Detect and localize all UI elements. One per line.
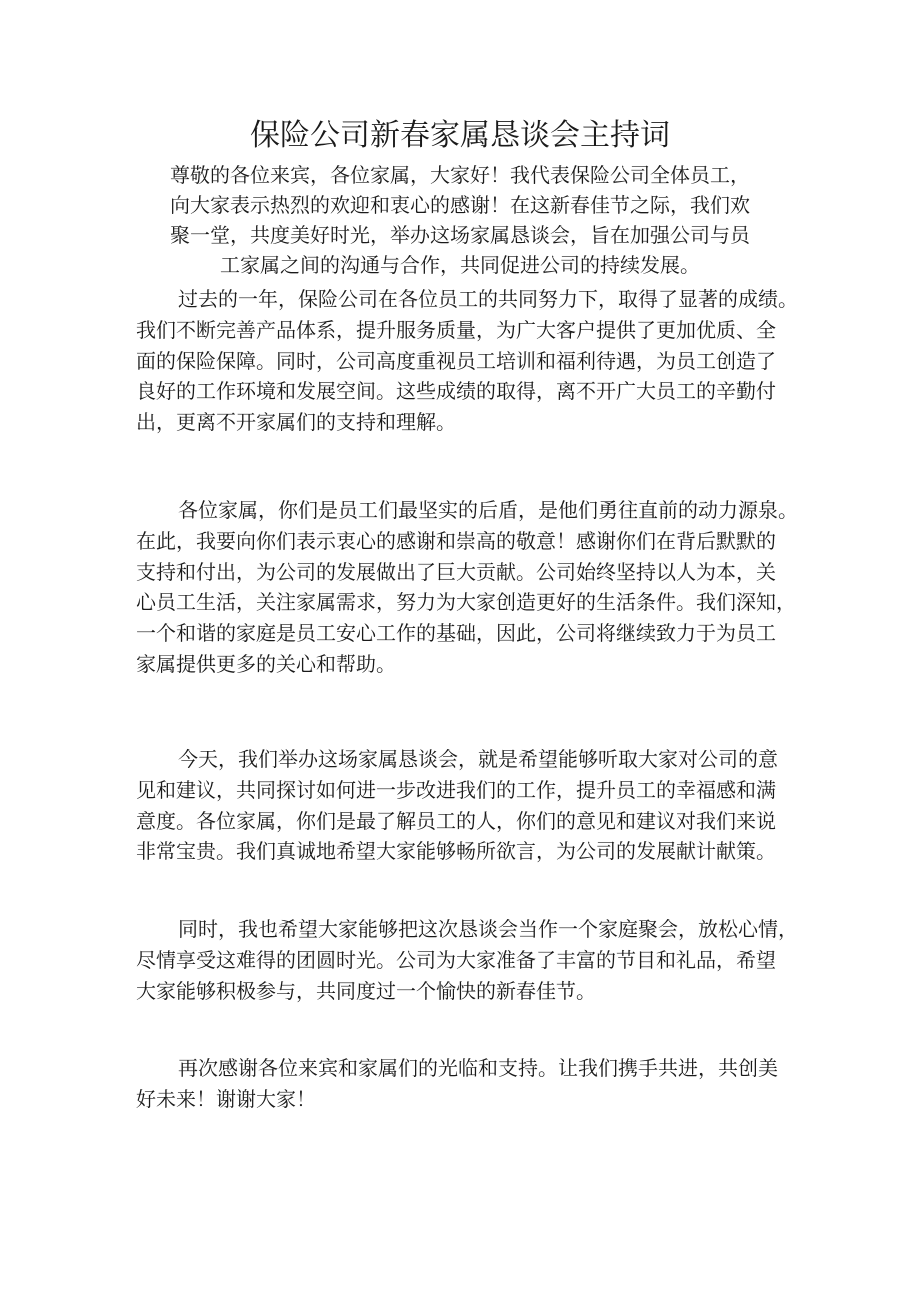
paragraph-line: 家属提供更多的关心和帮助。 [136,651,396,676]
body-paragraph-3 [136,744,786,867]
paragraph-line: 非常宝贵。我们真诚地希望大家能够畅所欲言，为公司的发展献计献策。 [136,839,776,864]
paragraph-line: 见和建议，共同探讨如何进一步改进我们的工作，提升员工的幸福感和满 [136,777,776,802]
paragraph-line: 我们不断完善产品体系，提升服务质量，为广大客户提供了更加优质、全 [136,317,776,342]
body-paragraph-2 [136,495,798,680]
paragraph-line: 心员工生活，关注家属需求，努力为大家创造更好的生活条件。我们深知， [136,590,796,615]
paragraph-line: 大家能够积极参与，共同度过一个愉快的新春佳节。 [136,978,596,1003]
paragraph-line: 各位家属，你们是员工们最坚实的后盾，是他们勇往直前的动力源泉。 [178,498,798,522]
body-paragraph-1 [136,284,798,438]
paragraph-line: 一个和谐的家庭是员工安心工作的基础，因此，公司将继续致力于为员工 [136,621,776,646]
paragraph-line: 过去的一年，保险公司在各位员工的共同努力下，取得了显著的成绩。 [178,287,798,311]
body-paragraph-4 [136,914,798,1006]
document-title: 保险公司新春家属恳谈会主持词 [250,118,670,153]
intro-line: 向大家表示热烈的欢迎和衷心的感谢！在这新春佳节之际，我们欢 [170,193,750,217]
intro-line: 尊敬的各位来宾，各位家属，大家好！我代表保险公司全体员工， [170,163,750,187]
paragraph-line: 意度。各位家属，你们是最了解员工的人，你们的意见和建议对我们来说 [136,808,776,833]
intro-line: 工家属之间的沟通与合作，共同促进公司的持续发展。 [220,253,700,277]
paragraph-line: 支持和付出，为公司的发展做出了巨大贡献。公司始终坚持以人为本，关 [136,559,776,584]
paragraph-line: 面的保险保障。同时，公司高度重视员工培训和福利待遇，为员工创造了 [136,348,776,373]
paragraph-line: 在此，我要向你们表示衷心的感谢和崇高的敬意！感谢你们在背后默默的 [136,528,776,553]
paragraph-line: 良好的工作环境和发展空间。这些成绩的取得，离不开广大员工的辛勤付 [136,379,776,404]
body-paragraph-5 [136,1053,786,1115]
paragraph-line: 再次感谢各位来宾和家属们的光临和支持。让我们携手共进，共创美 [178,1056,778,1080]
intro-paragraph [150,160,770,280]
paragraph-line: 出，更离不开家属们的支持和理解。 [136,410,456,435]
paragraph-line: 同时，我也希望大家能够把这次恳谈会当作一个家庭聚会，放松心情， [178,917,798,941]
paragraph-line: 好未来！谢谢大家！ [136,1086,316,1111]
intro-line: 聚一堂，共度美好时光，举办这场家属恳谈会，旨在加强公司与员 [170,223,750,247]
paragraph-line: 今天，我们举办这场家属恳谈会，就是希望能够听取大家对公司的意 [178,747,778,771]
paragraph-line: 尽情享受这难得的团圆时光。公司为大家准备了丰富的节目和礼品，希望 [136,947,776,972]
